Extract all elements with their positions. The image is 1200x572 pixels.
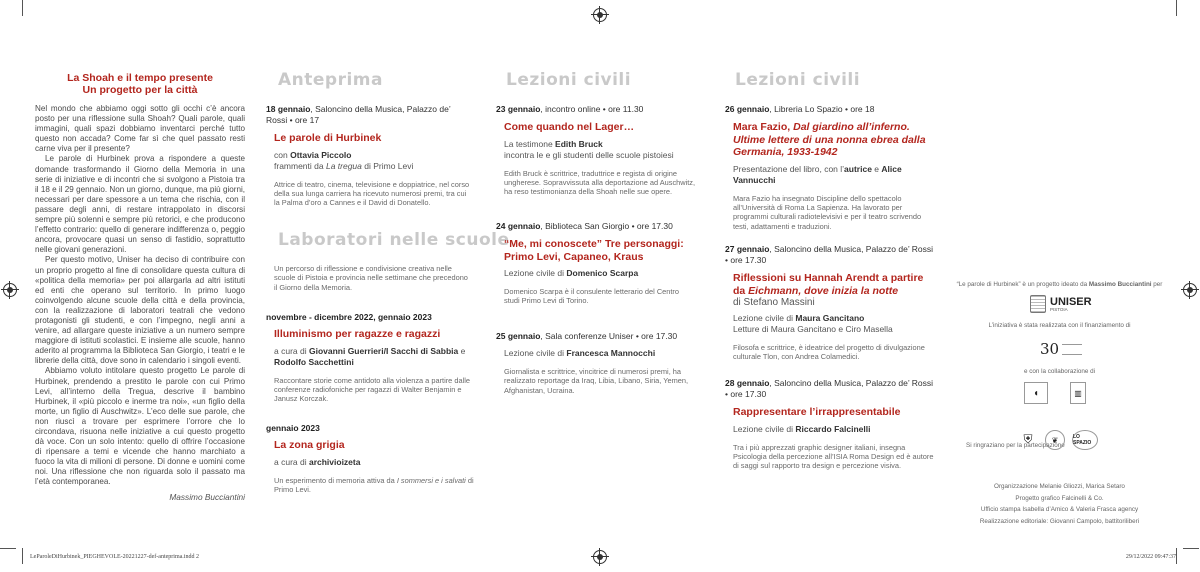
lo-spazio-logo [1072, 430, 1098, 450]
event-title: Rappresentare l’irrappresentabile [733, 406, 901, 418]
theatre-icon: ◖ [1032, 387, 1040, 399]
uniser-mark-icon [1030, 295, 1046, 313]
event-anteprima [266, 104, 474, 208]
event-date: 25 gennaio, Sala conferenze Uniser • ore 17.30 [496, 331, 678, 341]
event-guest: La testimone Edith Bruck [504, 138, 603, 149]
crest-icon: ▥ [1074, 388, 1082, 398]
crop-mark [1176, 0, 1177, 16]
guest-name: Ottavia Piccolo [290, 149, 352, 160]
event-speaker: Lezione civile di Francesca Mannocchi [504, 348, 656, 358]
event-curator: a cura di Giovanni Guerrieri/I Sacchi di Sabbia e Rodolfo Sacchettini [274, 345, 466, 367]
slug-date: 29/12/2022 09:47:37 [1125, 554, 1176, 560]
essay-title [35, 72, 245, 96]
event-description: Filosofa e scrittrice, è ideatrice del progetto di divulgazione culturale Tlon, con Andrea Colamedici. [733, 343, 925, 362]
event-date: 24 gennaio, Biblioteca San Giorgio • ore 17.30 [496, 221, 673, 231]
event-illuminismo [266, 312, 474, 404]
event-fazio [725, 104, 937, 231]
essay-body [35, 104, 245, 488]
event-description: Giornalista e scrittrice, vincitrice di numerosi premi, ha realizzato reportage da Iraq, Libia, Libano, Siria, Yemen, Afghanistan, Ucraina. [504, 367, 689, 395]
event-bruck [496, 104, 696, 197]
event-date: 27 gennaio, Saloncino della Musica, Palazzo de’ Rossi • ore 17.30 [725, 244, 934, 265]
event-source: frammenti da La tregua di Primo Levi [274, 160, 414, 171]
biblioteca-logo [1045, 430, 1065, 450]
event-description: Raccontare storie come antidoto alla violenza a partire dalle conferenze radiofoniche per ragazzi di Walter Benjamin e Janusz Korczak. [274, 375, 470, 404]
event-guest: con Ottavia Piccolo [274, 149, 352, 160]
uniser-logo-sub: PISTOIA [1050, 306, 1068, 312]
event-falcinelli [725, 378, 937, 471]
slug-file: LeParoleDiHurbinek_PIEGHEVOLE-20221227-def-anteprima.indd 2 [30, 554, 199, 560]
essay-paragraph: Per questo motivo, Uniser ha deciso di contribuire con un proprio progetto al fine di consolidare questa cultura di «politica della memoria» per poi allargarla ad altri istituti ed enti che operano sul territorio. In primo luogo coinvolgendo alcune scuole della città e della provincia, con la realizzazione di laboratori teatrali che vedono protagonisti gli studenti, e con l’impegno, negli anni a venire, ad allargare queste iniziative a un numero sempre maggiore di istituti scolastici. E insieme alle scuole, hanno aderito al programma la Biblioteca San Giorgio, i teatri e le librerie della città, dove sono in calendario i singoli eventi. [35, 255, 245, 366]
crop-mark [22, 0, 23, 16]
registration-mark-right [1183, 283, 1197, 297]
registration-mark-top [593, 8, 607, 22]
teatri-di-pistoia-logo [1024, 382, 1048, 404]
event-place: , Saloncino della Musica, Palazzo de’ Rossi • ore 17 [266, 104, 451, 125]
crop-mark [22, 548, 23, 564]
credit-line: Progetto grafico Falcinelli & Co. [1015, 494, 1104, 502]
event-date: 26 gennaio, Libreria Lo Spazio • ore 18 [725, 104, 875, 114]
event-title: Le parole di Hurbinek [274, 132, 382, 144]
event-sub: incontra le e gli studenti delle scuole pistoiesi [504, 149, 674, 160]
essay-signature: Massimo Bucciantini [169, 491, 245, 502]
event-zona-grigia [266, 423, 474, 494]
heading-laboratori: Laboratori nelle scuole [278, 230, 510, 250]
event-date-day: 18 gennaio [266, 104, 311, 114]
event-scarpa [496, 221, 696, 306]
laboratori-intro: Un percorso di riflessione e condivisione creativa nelle scuole di Pistoia e provincia nelle settimane che precedono il Giorno della Memoria. [274, 264, 468, 292]
event-title: Come quando nel Lager… [504, 121, 635, 133]
event-speaker: Lezione civile di Domenico Scarpa [504, 268, 639, 278]
crop-mark [0, 548, 16, 549]
funding-text: L’iniziativa è stata realizzata con il finanziamento di [988, 322, 1131, 329]
event-title: Mara Fazio, Dal giardino all’inferno. Ultime lettere di una nonna ebrea dalla Germania, 1933-1942 [733, 121, 926, 158]
event-description: Domenico Scarpa è il consulente letterario del Centro studi Primo Levi di Torino. [504, 287, 680, 306]
essay-column [35, 72, 245, 502]
uniser-logo-text: UNISER [1050, 295, 1092, 308]
crop-mark [1183, 548, 1199, 549]
library-icon: ❦ [1051, 435, 1059, 445]
essay-paragraph: Nel mondo che abbiamo oggi sotto gli occhi c’è ancora posto per una riflessione sulla Shoah? Quali parole, quali immagini, quali spazi dobbiamo inventarci perché tutto questo non accada? Come far sì che quel passato resti carne viva per il presente? [35, 104, 245, 154]
event-title: Illuminismo per ragazze e ragazzi [274, 328, 441, 340]
event-date [266, 104, 474, 126]
production-credits [952, 481, 1167, 527]
bookshop-icon: LO SPAZIO [1073, 434, 1092, 446]
event-date: gennaio 2023 [266, 423, 320, 433]
heading-lezioni-civili: Lezioni civili [506, 70, 632, 90]
event-title-author: di Stefano Massini [733, 297, 815, 308]
heading-anteprima: Anteprima [278, 70, 383, 90]
heading-lezioni-civili-2: Lezioni civili [735, 70, 861, 90]
essay-paragraph: Le parole di Hurbinek prova a rispondere a queste domande trasformando il Giorno della Memoria in una serie di iniziative e di incontri che si svolgono a Pistoia tra il 18 e il 29 gennaio. Non un giorno, dunque, ma più giorni, necessari per dare spessore a un tema che rischia, con il passare degli anni, di restare intrappolato in discorsi sempre più solenni e sempre più retorici, e che producono l’effetto contrario: quello di generare indifferenza o, peggio ancora, provocare quasi un senso di fastidio, soprattutto nelle giovani generazioni. [35, 154, 245, 255]
essay-title-line2: Un progetto per la città [82, 84, 198, 96]
event-gancitano [725, 244, 937, 362]
event-title: Riflessioni su Hannah Arendt a partire da Eichmann, dove inizia la notte [733, 272, 924, 297]
event-speaker: Lezione civile di Riccardo Falcinelli [733, 423, 871, 434]
event-speaker: Lezione civile di Maura Gancitano [733, 313, 865, 323]
essay-title-line1: La Shoah e il tempo presente [67, 72, 213, 84]
credit-line: Realizzazione editoriale: Giovanni Campolo, battitoriliberi [979, 517, 1140, 525]
event-description: Tra i più apprezzati graphic designer italiani, insegna Psicologia della percezione all’ISIA Roma Design ed è autore di saggi sul rapporto tra design e percezione visiva. [733, 442, 934, 471]
collab-text: e con la collaborazione di [1023, 368, 1096, 375]
coat-of-arms-icon: ⛨ [1023, 431, 1033, 446]
event-guests: Presentazione del libro, con l’autrice e Alice Vannucchi [733, 163, 902, 185]
partner-logo [1070, 382, 1086, 404]
event-description: Mara Fazio ha insegnato Discipline dello spettacolo all’Università di Roma La Sapienza. Ha lavorato per programmi culturali radiotelevisivi e per il teatro scrivendo testi, adattamenti e traduzioni. [733, 193, 922, 231]
credit-line: Organizzazione Melanie Gliozzi, Marica Setaro [994, 483, 1125, 490]
crop-mark [1176, 548, 1177, 564]
event-curator: a cura di archivioizeta [274, 456, 361, 467]
credit-line: Ufficio stampa Isabella d’Amico & Valeria Frasca agency [980, 506, 1139, 513]
event-date: 23 gennaio, incontro online • ore 11.30 [496, 104, 644, 114]
registration-mark-bottom [593, 550, 607, 564]
event-readings: Letture di Maura Gancitano e Ciro Masella [733, 324, 893, 334]
event-mannocchi [496, 331, 696, 395]
comune-logo [1020, 430, 1036, 448]
uniser-logo [1030, 294, 1096, 314]
event-date: novembre - dicembre 2022, gennaio 2023 [266, 312, 432, 322]
event-description: Un esperimento di memoria attiva da I sommersi e i salvati di Primo Levi. [274, 475, 474, 494]
event-title: La zona grigia [274, 439, 345, 451]
registration-mark-left [3, 283, 17, 297]
event-description: Edith Bruck è scrittrice, traduttrice e regista di origine ungherese. Sopravvissuta alla deportazione ad Auschwitz, ha reso testimonianza della Shoah nelle sue opere. [504, 168, 696, 197]
fondazione-logo: 30 [1036, 340, 1086, 358]
event-description: Attrice di teatro, cinema, televisione e doppiatrice, nel corso della sua lunga carriera ha ricevuto numerosi premi, tra cui la Palma d’oro a Cannes e il David di Donatello. [274, 179, 470, 208]
event-date: 28 gennaio, Saloncino della Musica, Palazzo de’ Rossi • ore 17.30 [725, 378, 934, 399]
thanks-text: Si ringraziano per la partecipazione [966, 442, 1065, 449]
essay-paragraph: Abbiamo voluto intitolare questo progetto Le parole di Hurbinek, prendendo a prestito le parole con cui Primo Levi, all’interno della Tregua, descrive il bambino Hurbinek, il «più piccolo e inerme tra noi», «un figlio della morte, un figlio di Auschwitz». L’eco delle sue parole, che non riuscì a trovare per esprimere l’orrore che lo circondava, risuona nelle iniziative a cui questo progetto dà voce. Con un solo intento: quello di offrire l’occasione di ripensare a temi e vicende che hanno marchiato a fuoco la vita di milioni di persone. Di donne e uomini come noi. Una riflessione che non riguarda solo il passato ma l’età contemporanea. [35, 366, 245, 487]
project-credit: “Le parole di Hurbinek” è un progetto ideato da Massimo Bucciantini per [956, 281, 1163, 288]
event-title: “Me, mi conoscete” Tre personaggi: Primo Levi, Capaneo, Kraus [504, 238, 684, 263]
